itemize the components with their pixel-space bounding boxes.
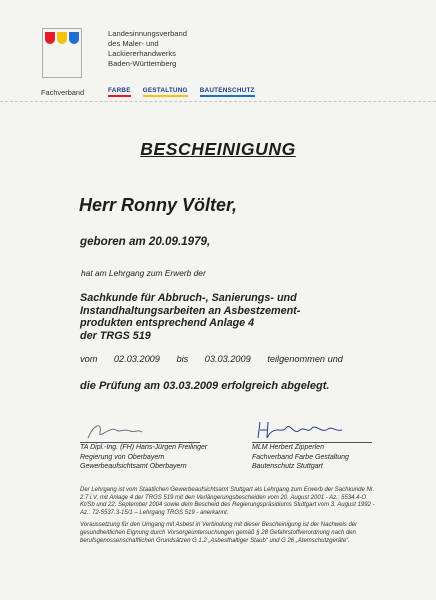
- legal-paragraph-recognition: Der Lehrgang ist vom Staatlichen Gewerbeaufsichtsamt Stuttgart als Lehrgang zum Erwerb der Sachkunde Nr. 2.7 i.V. mit Anlage 4 der TRGS 519 mit den Verlängerungsbescheiden vom 20. August 2001 - Az.: 5534.4-O Kt/Sb und 22. September 2004 sowie dem Bescheid des Regierungspräsidiums Stuttgart vom 3. August 1992 - Az.: 72-5537.3-15/1 – Lehrgang TRGS 519 - anerkannt.: [80, 487, 375, 516]
- signatory-name-right: MLM Herbert Zipperlen: [252, 444, 324, 451]
- to-date: 03.03.2009: [204, 354, 251, 364]
- participation-suffix: teilgenommen und: [267, 354, 343, 364]
- birth-date-line: geboren am 20.09.1979,: [80, 235, 211, 248]
- course-title: [80, 292, 300, 342]
- signatory-agency-left: Gewerbeaufsichtsamt Oberbayern: [80, 463, 187, 471]
- organization-line: Landesinnungsverband: [108, 29, 187, 38]
- tagline: [108, 87, 265, 97]
- organization-name: [108, 29, 187, 69]
- legal-notes: [80, 487, 378, 550]
- course-line: produkten entsprechend Anlage 4: [80, 317, 255, 329]
- from-date: 02.03.2009: [113, 354, 160, 364]
- signatory-office-left: Regierung von Oberbayern: [80, 453, 165, 461]
- signature-line-left: [80, 442, 200, 443]
- signatory-name-left: TA Dipl.-Ing. (FH) Hans-Jürgen Freilinger: [80, 444, 208, 451]
- organization-line: Baden-Württemberg: [108, 59, 177, 68]
- organization-line: Lackiererhandwerks: [108, 49, 176, 58]
- fachverband-label: Fachverband: [41, 88, 85, 97]
- course-line: Instandhaltungsarbeiten an Asbestzement-: [80, 304, 301, 317]
- signatory-office-right: Fachverband Farbe Gestaltung: [252, 453, 349, 461]
- signature-block-left: [80, 420, 240, 472]
- tagline-bautenschutz: BAUTENSCHUTZ: [200, 87, 255, 97]
- signature-scribble-right: [252, 418, 372, 442]
- signature-scribble-left: [80, 420, 200, 442]
- tagline-gestaltung: GESTALTUNG: [143, 87, 188, 97]
- organization-line: des Maler- und: [108, 39, 159, 48]
- course-dates: [80, 354, 357, 364]
- signature-block-right: [252, 418, 412, 472]
- signature-line-right: [252, 442, 372, 443]
- to-label: bis: [176, 354, 189, 364]
- legal-paragraph-requirement: Voraussetzung für den Umgang mit Asbest in Verbindung mit dieser Bescheinigung ist der Nachweis der gesundheitlichen Eignung durch Vorsorgeuntersuchungen gemäß § 28 Gefahrstoffverordnung nach den berufsgenossenschaftlichen Grundsätzen G 1.2 „Asbesthaltiger Staub“ und G 26 „Atemschutzgeräte“.: [80, 522, 358, 544]
- tagline-farbe: FARBE: [108, 87, 131, 97]
- exam-statement: die Prüfung am 03.03.2009 erfolgreich abgelegt.: [80, 380, 330, 392]
- header-divider: [0, 101, 436, 102]
- guild-logo-icon: [42, 28, 82, 78]
- document-title: BESCHEINIGUNG: [140, 139, 296, 159]
- recipient-name: Herr Ronny Völter,: [79, 195, 238, 215]
- from-label: vom: [80, 354, 98, 364]
- intro-line: hat am Lehrgang zum Erwerb der: [81, 268, 206, 278]
- course-line: der TRGS 519: [80, 329, 151, 342]
- course-line: Sachkunde für Abbruch-, Sanierungs- und: [80, 292, 297, 304]
- signatory-agency-right: Bautenschutz Stuttgart: [252, 463, 323, 471]
